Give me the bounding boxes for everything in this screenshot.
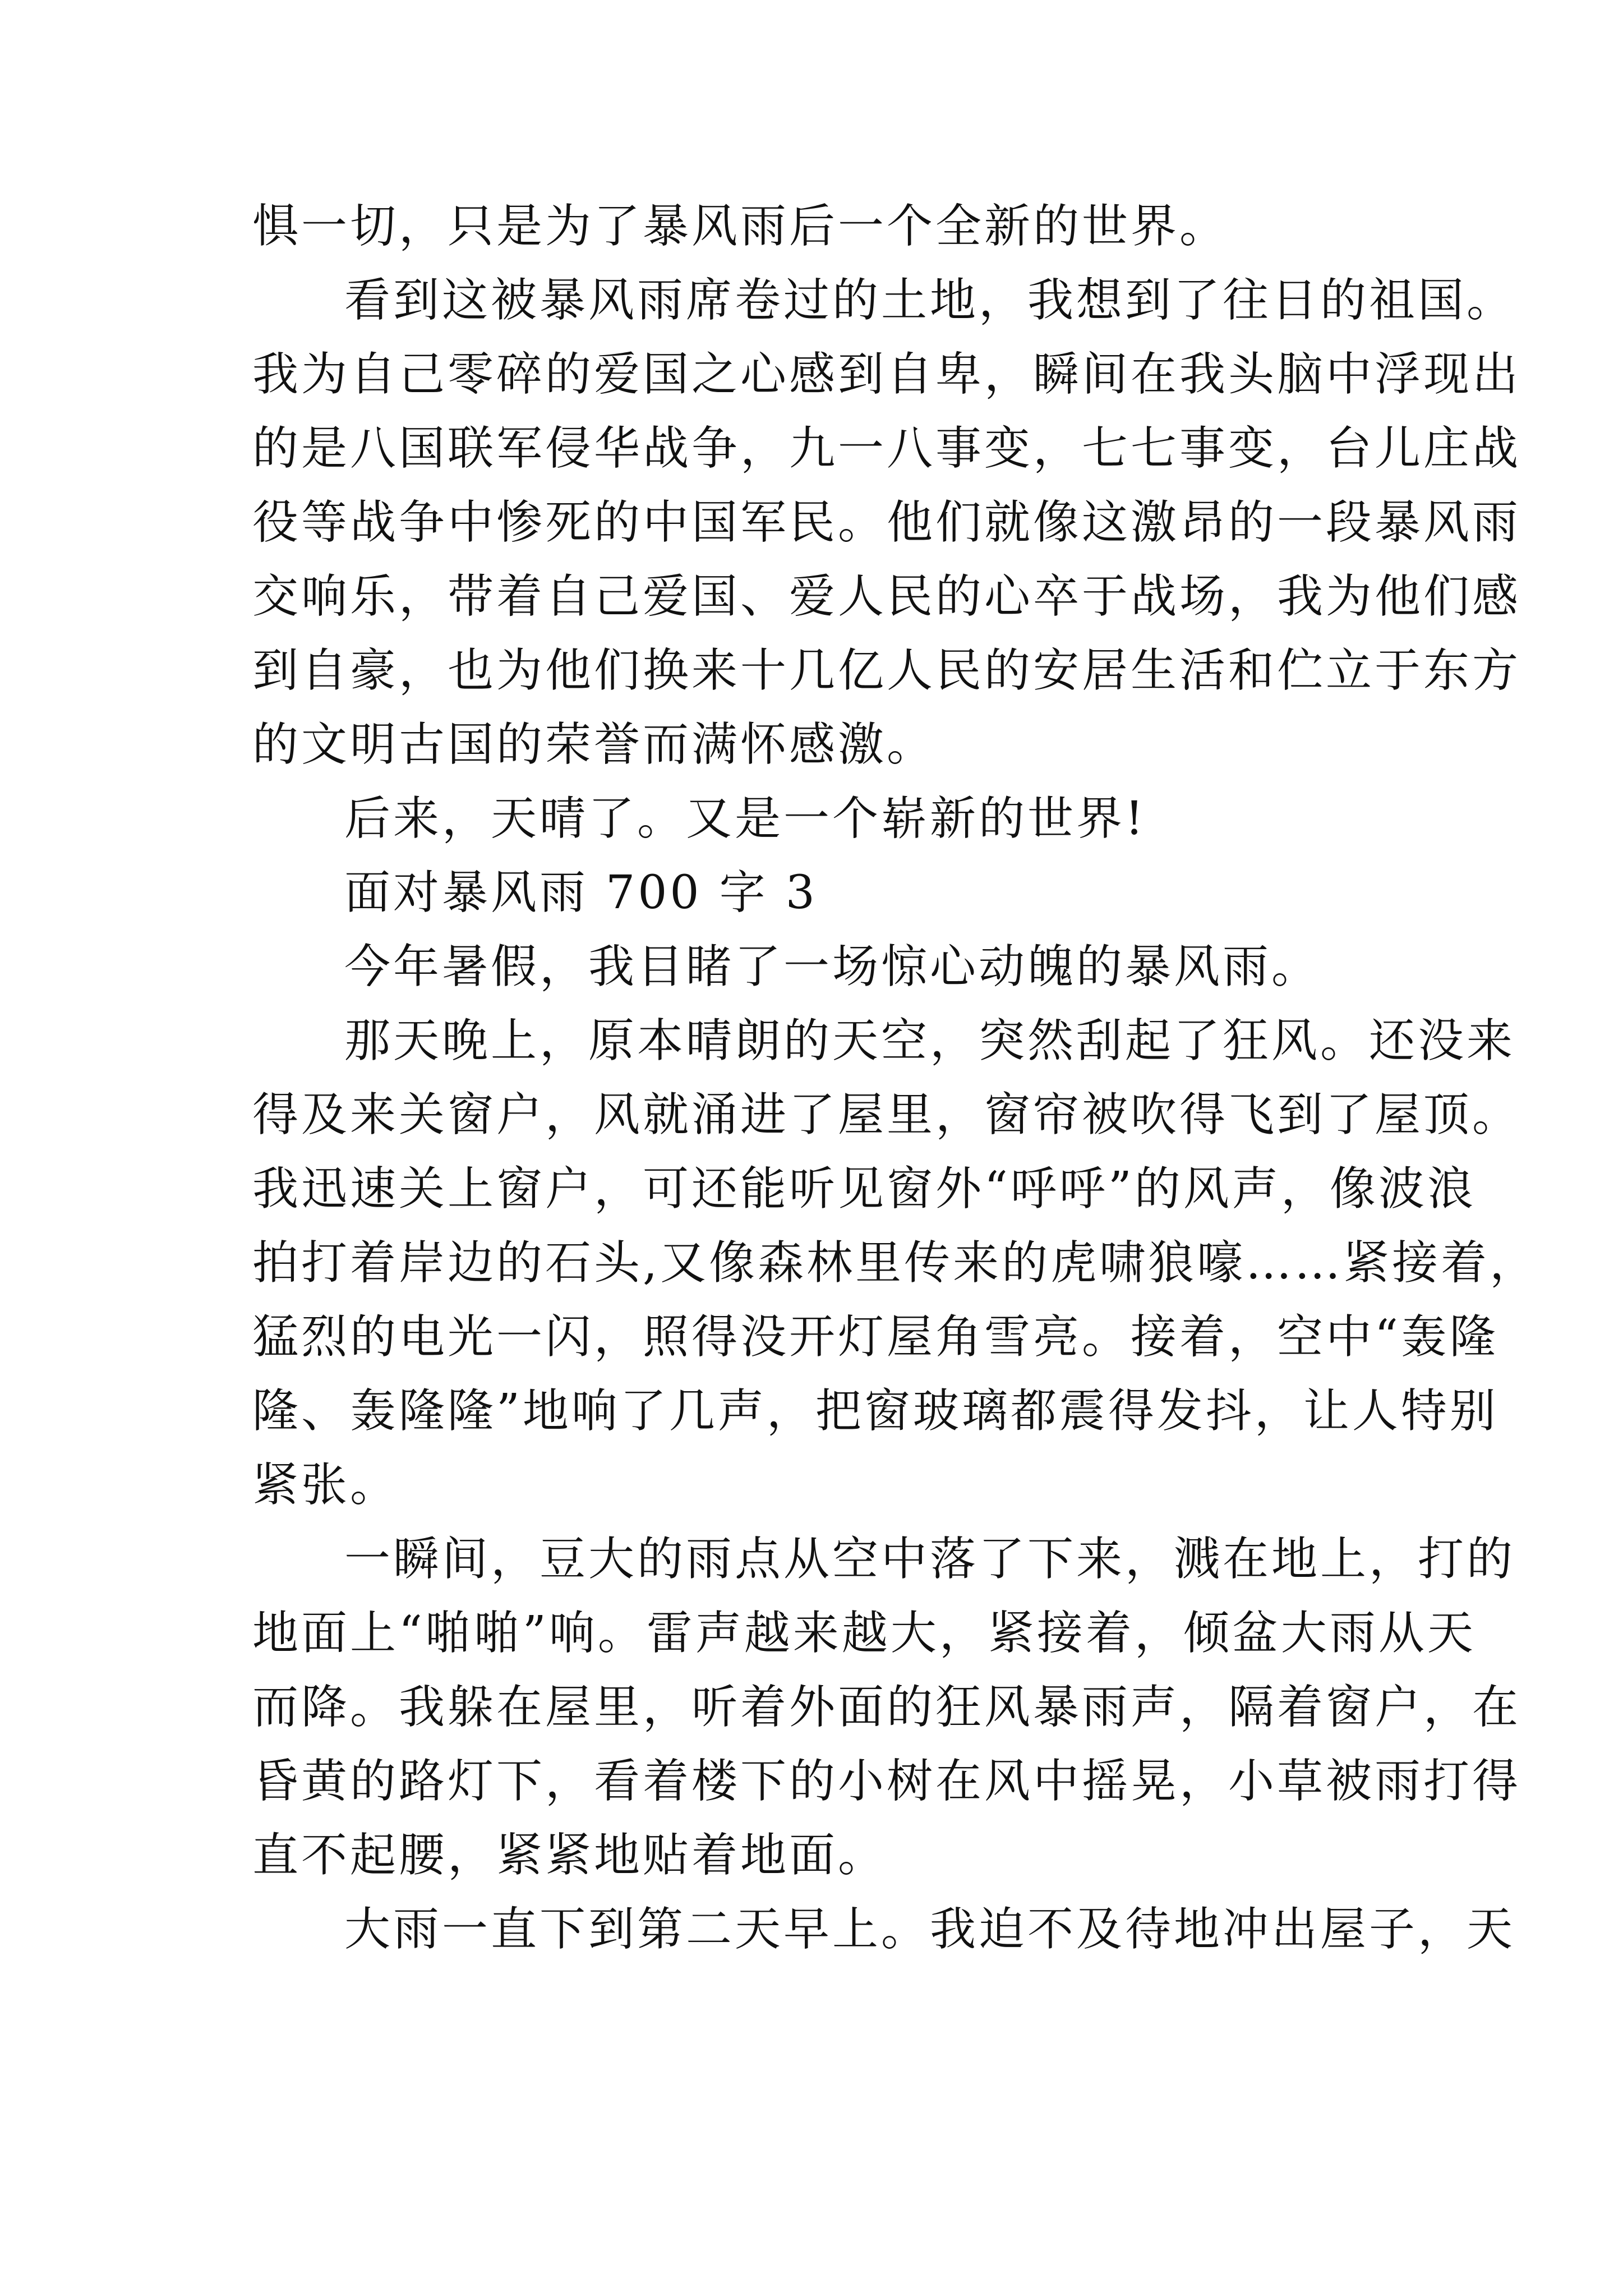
text-line: 今年暑假，我目睹了一场惊心动魄的暴风雨。	[344, 940, 1321, 993]
text-line: 我迅速关上窗户，可还能听见窗外“呼呼”的风声，像波浪	[252, 1162, 1476, 1216]
text-line: 猛烈的电光一闪，照得没开灯屋角雪亮。接着，空中“轰隆	[252, 1310, 1498, 1364]
text-line: 一瞬间，豆大的雨点从空中落了下来，溅在地上，打的	[344, 1533, 1516, 1586]
text-line: 我为自己零碎的爱国之心感到自卑，瞬间在我头脑中浮现出	[252, 348, 1521, 401]
text-line: 的是八国联军侵华战争，九一八事变，七七事变，台儿庄战	[252, 422, 1521, 475]
text-line: 昏黄的路灯下，看着楼下的小树在风中摇晃，小草被雨打得	[252, 1755, 1521, 1808]
text-line: 地面上“啪啪”响。雷声越来越大，紧接着，倾盆大雨从天	[252, 1607, 1476, 1660]
text-line: 而降。我躲在屋里，听着外面的狂风暴雨声，隔着窗户，在	[252, 1681, 1521, 1734]
text-line: 到自豪，也为他们换来十几亿人民的安居生活和伫立于东方	[252, 644, 1521, 697]
text-line: 紧张。	[252, 1458, 399, 1512]
text-line: 面对暴风雨 700 字 3	[344, 866, 818, 919]
text-line: 看到这被暴风雨席卷过的土地，我想到了往日的祖国。	[344, 274, 1516, 327]
text-line: 的文明古国的荣誉而满怀感激。	[252, 718, 936, 771]
text-line: 交响乐，带着自己爱国、爱人民的心卒于战场，我为他们感	[252, 570, 1521, 623]
text-line: 得及来关窗户，风就涌进了屋里，窗帘被吹得飞到了屋顶。	[252, 1088, 1521, 1142]
text-line: 隆、轰隆隆”地响了几声，把窗玻璃都震得发抖，让人特别	[252, 1384, 1498, 1438]
text-line: 拍打着岸边的石头,又像森林里传来的虎啸狼嚎……紧接着，	[252, 1236, 1539, 1290]
text-line: 大雨一直下到第二天早上。我迫不及待地冲出屋子，天	[344, 1903, 1516, 1956]
text-line: 后来，天晴了。又是一个崭新的世界!	[344, 792, 1146, 845]
text-line: 直不起腰，紧紧地贴着地面。	[252, 1829, 887, 1882]
text-line: 役等战争中惨死的中国军民。他们就像这激昂的一段暴风雨	[252, 496, 1521, 549]
document-body	[252, 190, 1539, 1967]
text-line: 惧一切，只是为了暴风雨后一个全新的世界。	[252, 200, 1229, 253]
text-line: 那天晚上，原本晴朗的天空，突然刮起了狂风。还没来	[344, 1014, 1516, 1068]
